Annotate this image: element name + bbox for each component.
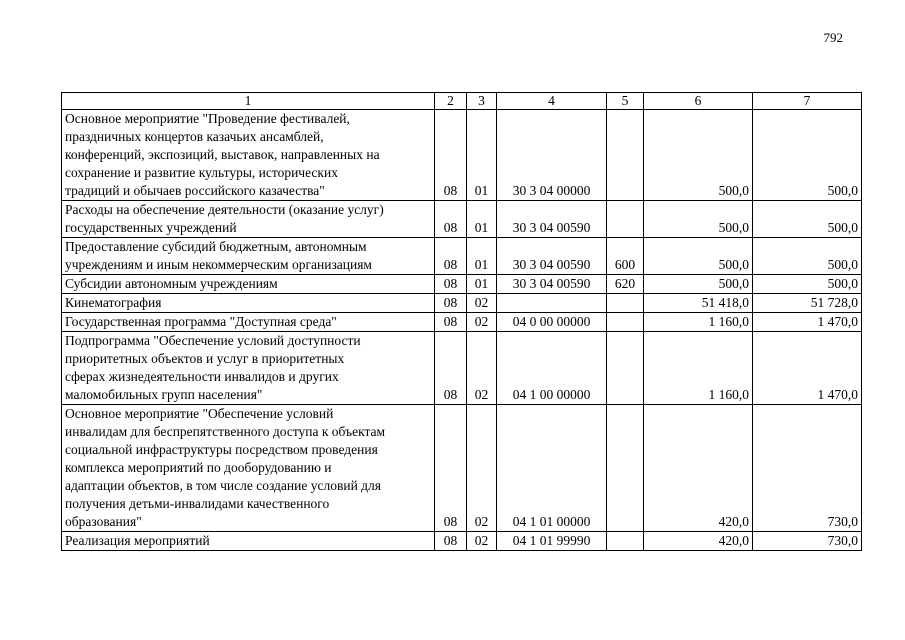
row-name-line: Основное мероприятие "Проведение фестивалей, (65, 111, 350, 126)
row-name-line: конференций, экспозиций, выставок, направленных на (65, 147, 380, 162)
sum-year-2-cell: 51 728,0 (753, 294, 862, 313)
section-cell: 08 (435, 294, 467, 313)
table-row (62, 532, 862, 551)
expense-type-cell (607, 332, 644, 405)
expense-type-cell: 600 (607, 238, 644, 275)
subsection-cell: 01 (467, 201, 497, 238)
subsection-cell: 01 (467, 238, 497, 275)
row-name-line: Кинематография (65, 295, 162, 310)
target-article-cell: 30 3 04 00590 (497, 201, 607, 238)
subsection-cell: 02 (467, 332, 497, 405)
target-article-cell: 04 1 01 99990 (497, 532, 607, 551)
section-cell: 08 (435, 110, 467, 201)
sum-year-2-cell: 730,0 (753, 532, 862, 551)
table-row (62, 405, 862, 532)
sum-year-1-cell: 500,0 (644, 275, 753, 294)
row-name-cell (62, 313, 435, 332)
expense-type-cell (607, 532, 644, 551)
target-article-cell: 30 3 04 00590 (497, 238, 607, 275)
column-header-sum-year-1: 6 (644, 93, 753, 110)
sum-year-1-cell: 1 160,0 (644, 313, 753, 332)
row-name-line: образования" (65, 514, 142, 529)
row-name-cell (62, 405, 435, 532)
section-cell: 08 (435, 332, 467, 405)
sum-year-2-cell: 500,0 (753, 275, 862, 294)
budget-table (61, 92, 862, 551)
row-name-line: сохранение и развитие культуры, исторических (65, 165, 338, 180)
row-name-line: инвалидам для беспрепятственного доступа к объектам (65, 424, 386, 439)
row-name-line: Субсидии автономным учреждениям (65, 276, 278, 291)
row-name-line: комплекса мероприятий по дооборудованию и (65, 460, 332, 475)
column-header-section: 2 (435, 93, 467, 110)
section-cell: 08 (435, 201, 467, 238)
header-row (62, 93, 862, 110)
expense-type-cell (607, 313, 644, 332)
sum-year-2-cell: 500,0 (753, 110, 862, 201)
section-cell: 08 (435, 405, 467, 532)
expense-type-cell (607, 110, 644, 201)
row-name-line: Государственная программа "Доступная среда" (65, 314, 337, 329)
expense-type-cell: 620 (607, 275, 644, 294)
expense-type-cell (607, 294, 644, 313)
sum-year-1-cell: 51 418,0 (644, 294, 753, 313)
table-row (62, 275, 862, 294)
section-cell: 08 (435, 275, 467, 294)
row-name-cell (62, 201, 435, 238)
row-name-line: социальной инфраструктуры посредством проведения (65, 442, 378, 457)
subsection-cell: 02 (467, 405, 497, 532)
row-name-cell (62, 332, 435, 405)
row-name-line: Расходы на обеспечение деятельности (оказание услуг) (65, 202, 384, 217)
section-cell: 08 (435, 313, 467, 332)
sum-year-1-cell: 500,0 (644, 201, 753, 238)
target-article-cell: 30 3 04 00000 (497, 110, 607, 201)
subsection-cell: 02 (467, 532, 497, 551)
sum-year-2-cell: 500,0 (753, 238, 862, 275)
sum-year-2-cell: 1 470,0 (753, 313, 862, 332)
sum-year-1-cell: 420,0 (644, 532, 753, 551)
row-name-line: праздничных концертов казачьих ансамблей, (65, 129, 324, 144)
sum-year-1-cell: 500,0 (644, 110, 753, 201)
row-name-line: адаптации объектов, в том числе создание условий для (65, 478, 381, 493)
row-name-cell (62, 294, 435, 313)
sum-year-2-cell: 500,0 (753, 201, 862, 238)
section-cell: 08 (435, 532, 467, 551)
column-header-name: 1 (62, 93, 435, 110)
target-article-cell: 04 1 01 00000 (497, 405, 607, 532)
table-row (62, 313, 862, 332)
row-name-line: традиций и обычаев российского казачества" (65, 183, 325, 198)
row-name-line: Реализация мероприятий (65, 533, 210, 548)
column-header-expense-type: 5 (607, 93, 644, 110)
expense-type-cell (607, 201, 644, 238)
column-header-sum-year-2: 7 (753, 93, 862, 110)
subsection-cell: 01 (467, 275, 497, 294)
target-article-cell (497, 294, 607, 313)
sum-year-2-cell: 1 470,0 (753, 332, 862, 405)
sum-year-1-cell: 500,0 (644, 238, 753, 275)
row-name-cell (62, 275, 435, 294)
table-row (62, 294, 862, 313)
table-row (62, 201, 862, 238)
section-cell: 08 (435, 238, 467, 275)
sum-year-1-cell: 420,0 (644, 405, 753, 532)
subsection-cell: 02 (467, 294, 497, 313)
table-body (62, 110, 862, 551)
subsection-cell: 02 (467, 313, 497, 332)
column-header-target-article: 4 (497, 93, 607, 110)
row-name-line: учреждениям и иным некоммерческим организациям (65, 257, 372, 272)
row-name-line: маломобильных групп населения" (65, 387, 263, 402)
table-row (62, 110, 862, 201)
target-article-cell: 04 1 00 00000 (497, 332, 607, 405)
row-name-cell (62, 532, 435, 551)
sum-year-1-cell: 1 160,0 (644, 332, 753, 405)
table-row (62, 238, 862, 275)
target-article-cell: 04 0 00 00000 (497, 313, 607, 332)
row-name-cell (62, 110, 435, 201)
row-name-line: Основное мероприятие "Обеспечение условий (65, 406, 334, 421)
row-name-cell (62, 238, 435, 275)
expense-type-cell (607, 405, 644, 532)
table-row (62, 332, 862, 405)
sum-year-2-cell: 730,0 (753, 405, 862, 532)
row-name-line: Предоставление субсидий бюджетным, автономным (65, 239, 367, 254)
row-name-line: Подпрограмма "Обеспечение условий доступности (65, 333, 361, 348)
subsection-cell: 01 (467, 110, 497, 201)
column-header-subsection: 3 (467, 93, 497, 110)
row-name-line: приоритетных объектов и услуг в приоритетных (65, 351, 345, 366)
target-article-cell: 30 3 04 00590 (497, 275, 607, 294)
page-number: 792 (823, 30, 843, 45)
row-name-line: получения детьми-инвалидами качественного (65, 496, 330, 511)
row-name-line: сферах жизнедеятельности инвалидов и других (65, 369, 339, 384)
row-name-line: государственных учреждений (65, 220, 237, 235)
